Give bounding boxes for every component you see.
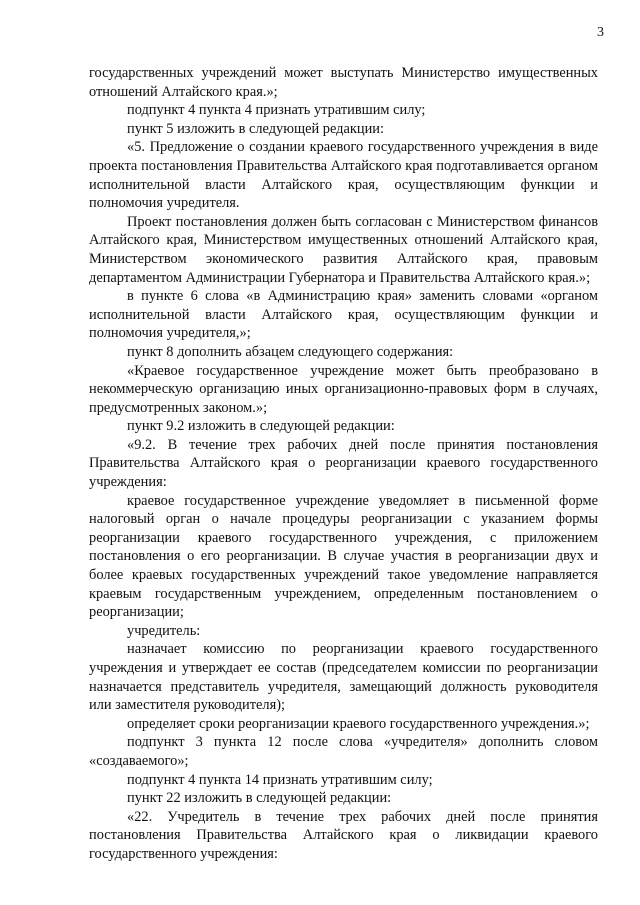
page-number: 3 (597, 25, 604, 40)
paragraph: пункт 8 дополнить абзацем следующего содержания: (127, 343, 454, 360)
paragraph: «22. Учредитель в течение трех рабочих дней после принятия постановления Правительства Алтайского края о ликвидации краевого государственного учреждения: (89, 808, 598, 862)
paragraph: пункт 5 изложить в следующей редакции: (127, 120, 384, 137)
paragraph: государственных учреждений может выступать Министерство имущественных отношений Алтайского края.»; (89, 65, 598, 100)
paragraph: подпункт 4 пункта 14 признать утратившим силу; (127, 771, 433, 788)
paragraph: в пункте 6 слова «в Администрацию края» заменить словами «органом исполнительной власти Алтайского края, осуществляющим функции и полномочия учредителя,»; (89, 288, 598, 342)
paragraph: определяет сроки реорганизации краевого государственного учреждения.»; (127, 715, 590, 732)
paragraph: подпункт 4 пункта 4 признать утратившим силу; (127, 102, 426, 119)
paragraph: подпункт 3 пункта 12 после слова «учредителя» дополнить словом «создаваемого»; (89, 734, 598, 769)
paragraph: Проект постановления должен быть согласован с Министерством финансов Алтайского края, Министерством имущественных отношений Алтайского края, Министерством экономического развития Алтайского края, правовым департаментом Администрации Губернатора и Правительства Алтайского края.»; (89, 213, 598, 286)
paragraph: пункт 22 изложить в следующей редакции: (127, 790, 392, 807)
paragraph: «Краевое государственное учреждение может быть преобразовано в некоммерческую организацию иных организационно-правовых форм в случаях, предусмотренных законом.»; (89, 362, 598, 416)
paragraph: краевое государственное учреждение уведомляет в письменной форме налоговый орган о начале процедуры реорганизации с указанием формы реорганизации краевого государственного учреждения, с приложением постановления о его реорганизации. В случае участия в реорганизации двух и более краевых государственных учреждений такое уведомление направляется краевым государственным учреждением, определенным постановлением о реорганизации; (89, 492, 598, 621)
paragraph: пункт 9.2 изложить в следующей редакции: (127, 418, 395, 435)
document-body (89, 64, 598, 864)
paragraph: «9.2. В течение трех рабочих дней после принятия постановления Правительства Алтайского края о реорганизации краевого государственного учреждения: (89, 436, 598, 491)
paragraph: учредитель: (127, 622, 201, 639)
paragraph: «5. Предложение о создании краевого государственного учреждения в виде проекта постановления Правительства Алтайского края подготавливается органом исполнительной власти Алтайского края, осуществляющим функции и полномочия учредителя. (89, 139, 598, 212)
paragraph: назначает комиссию по реорганизации краевого государственного учреждения и утверждает ее состав (председателем комиссии по реорганизации назначается представитель учредителя, замещающий должность руководителя или заместителя руководителя); (89, 641, 598, 714)
